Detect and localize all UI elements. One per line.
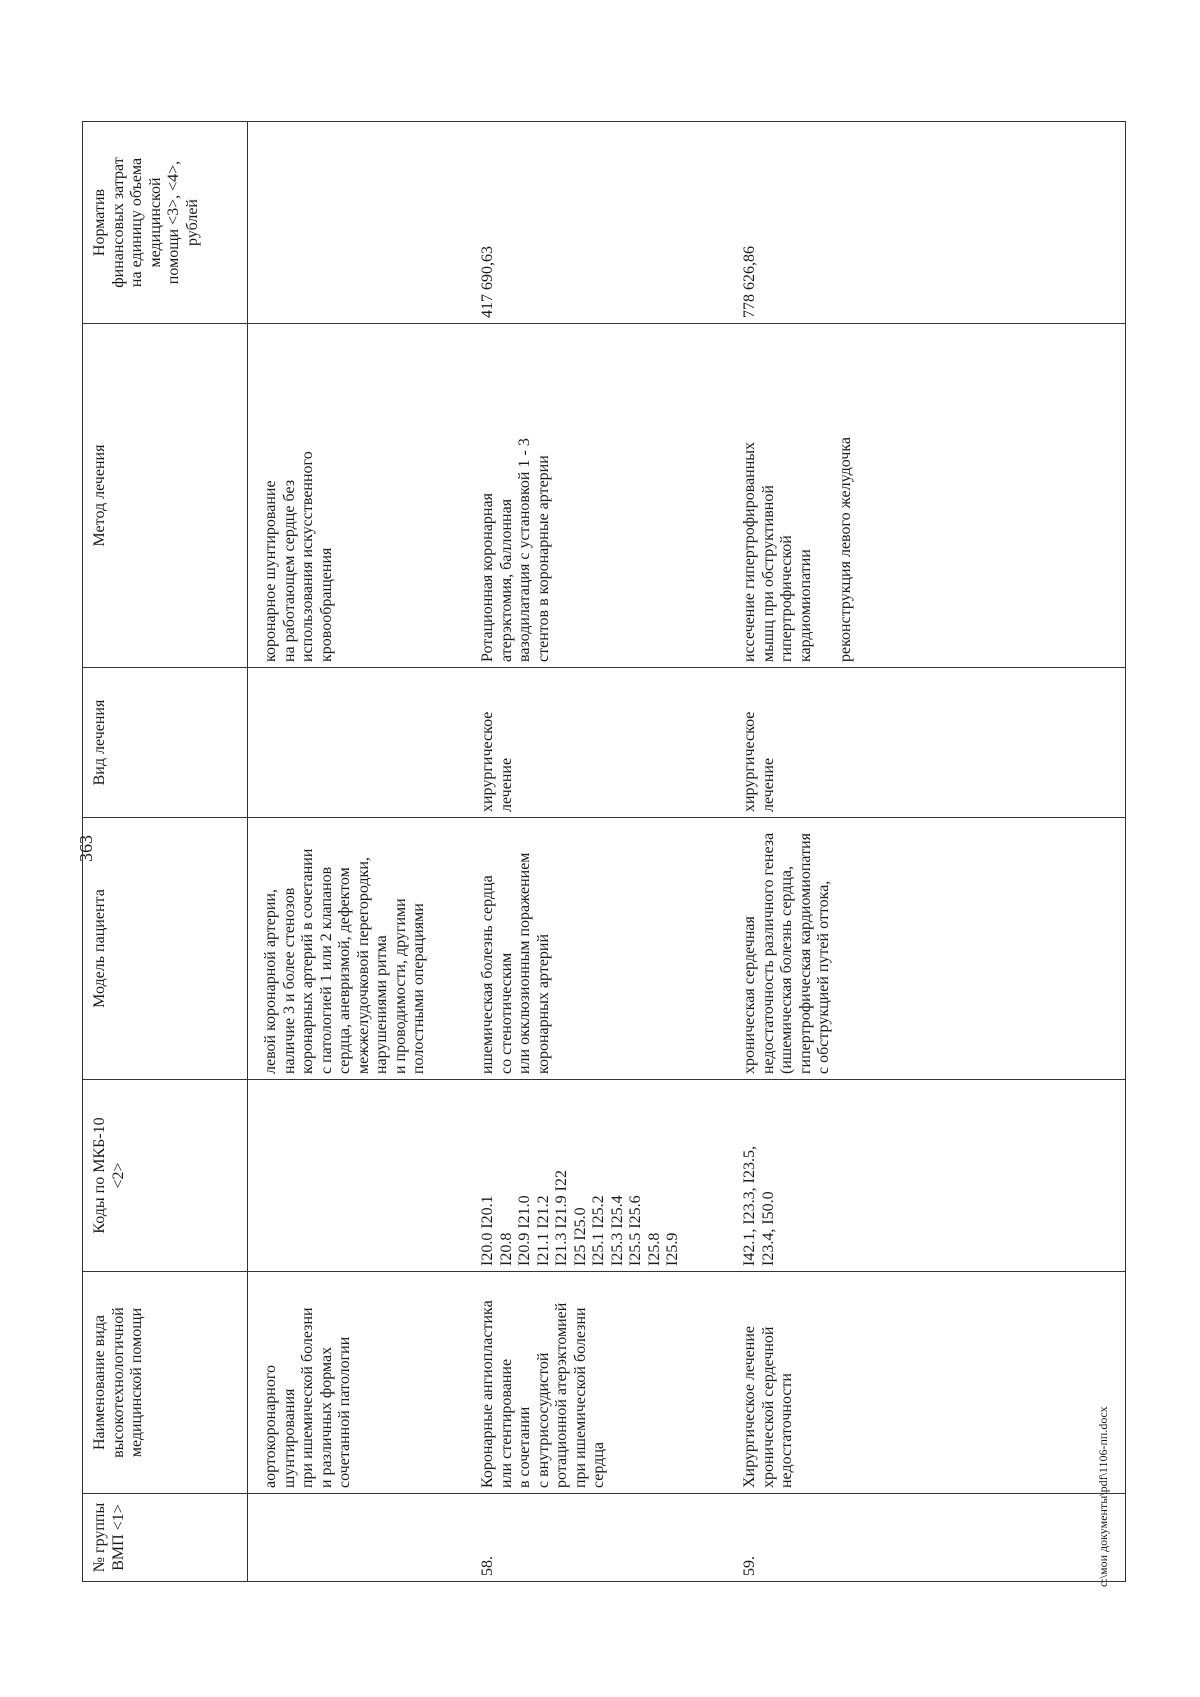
header-model: Модель пациента bbox=[83, 818, 248, 1080]
cell-codes: I20.0 I20.1 I20.8 I20.9 I21.0 I21.1 I21.2 I21.3 I21.9 I22 I25 I25.0 I25.1 I25.2 I25.3 I25.4 I25.5 I25.6 I25.8 I25.9 bbox=[471, 1080, 733, 1272]
table-row bbox=[248, 122, 472, 1582]
header-norm: Норматив финансовых затрат на единицу объема медицинской помощи <3>, <4>, рублей bbox=[83, 122, 248, 324]
cell-norm bbox=[248, 122, 472, 324]
cell-model: левой коронарной артерии, наличие 3 и более стенозов коронарных артерий в сочетании с патологией 1 или 2 клапанов сердца, аневризмой, дефектом межжелудочковой перегородки, нарушениями ритма и проводимости, другими полостными операциями bbox=[248, 818, 472, 1080]
cell-codes bbox=[248, 1080, 472, 1272]
cell-name: Хирургическое лечение хронической сердечной недостаточности bbox=[733, 1272, 1126, 1494]
cell-model: хроническая сердечная недостаточность различного генеза (ишемическая болезнь сердца, гипертрофическая кардиомиопатия с обструкцией путей оттока, bbox=[733, 818, 1126, 1080]
cell-type: хирургическое лечение bbox=[471, 668, 733, 818]
cell-type: хирургическое лечение bbox=[733, 668, 1126, 818]
cell-method bbox=[733, 324, 1126, 668]
header-name: Наименование вида высокотехнологичной медицинской помощи bbox=[83, 1272, 248, 1494]
vmp-table bbox=[82, 121, 1126, 1582]
cell-codes: I42.1, I23.3, I23.5, I23.4, I50.0 bbox=[733, 1080, 1126, 1272]
cell-name: аортокоронарного шунтирования при ишемической болезни и различных формах сочетанной патологии bbox=[248, 1272, 472, 1494]
cell-type bbox=[248, 668, 472, 818]
cell-group-no bbox=[248, 1494, 472, 1582]
cell-group-no: 59. bbox=[733, 1494, 1126, 1582]
table-row bbox=[471, 122, 733, 1582]
table-row bbox=[733, 122, 1126, 1582]
method-text: реконструкция левого желудочка bbox=[837, 437, 855, 662]
cell-method bbox=[471, 324, 733, 668]
method-text: коронарное шунтирование на работающем сердце без использования искусственного кровообращения bbox=[262, 451, 335, 662]
header-type: Вид лечения bbox=[83, 668, 248, 818]
page-number: 363 bbox=[76, 835, 96, 862]
method-text: Ротационная коронарная атерэктомия, баллонная вазодилатация с установкой 1 - 3 стентов в коронарные артерии bbox=[479, 438, 552, 662]
header-group-no: № группы ВМП <1> bbox=[83, 1494, 248, 1582]
cell-model: ишемическая болезнь сердца со стенотическим или окклюзионным поражением коронарных артерий bbox=[471, 818, 733, 1080]
footer-file-path: c:\мои документы\pdf\1106-пп.docx bbox=[1096, 1406, 1110, 1587]
header-method: Метод лечения bbox=[83, 324, 248, 668]
header-codes: Коды по МКБ-10 <2> bbox=[83, 1080, 248, 1272]
cell-name: Коронарные ангиопластика или стентирование в сочетании с внутрисосудистой ротационной атерэктомией при ишемической болезни сердца bbox=[471, 1272, 733, 1494]
cell-method bbox=[248, 324, 472, 668]
method-text: иссечение гипертрофированных мышц при обструктивной гипертрофической кардиомиопатии bbox=[741, 441, 814, 662]
cell-norm: 778 626,86 bbox=[733, 122, 1126, 324]
table-header-row bbox=[83, 122, 248, 1582]
cell-norm: 417 690,63 bbox=[471, 122, 733, 324]
cell-group-no: 58. bbox=[471, 1494, 733, 1582]
